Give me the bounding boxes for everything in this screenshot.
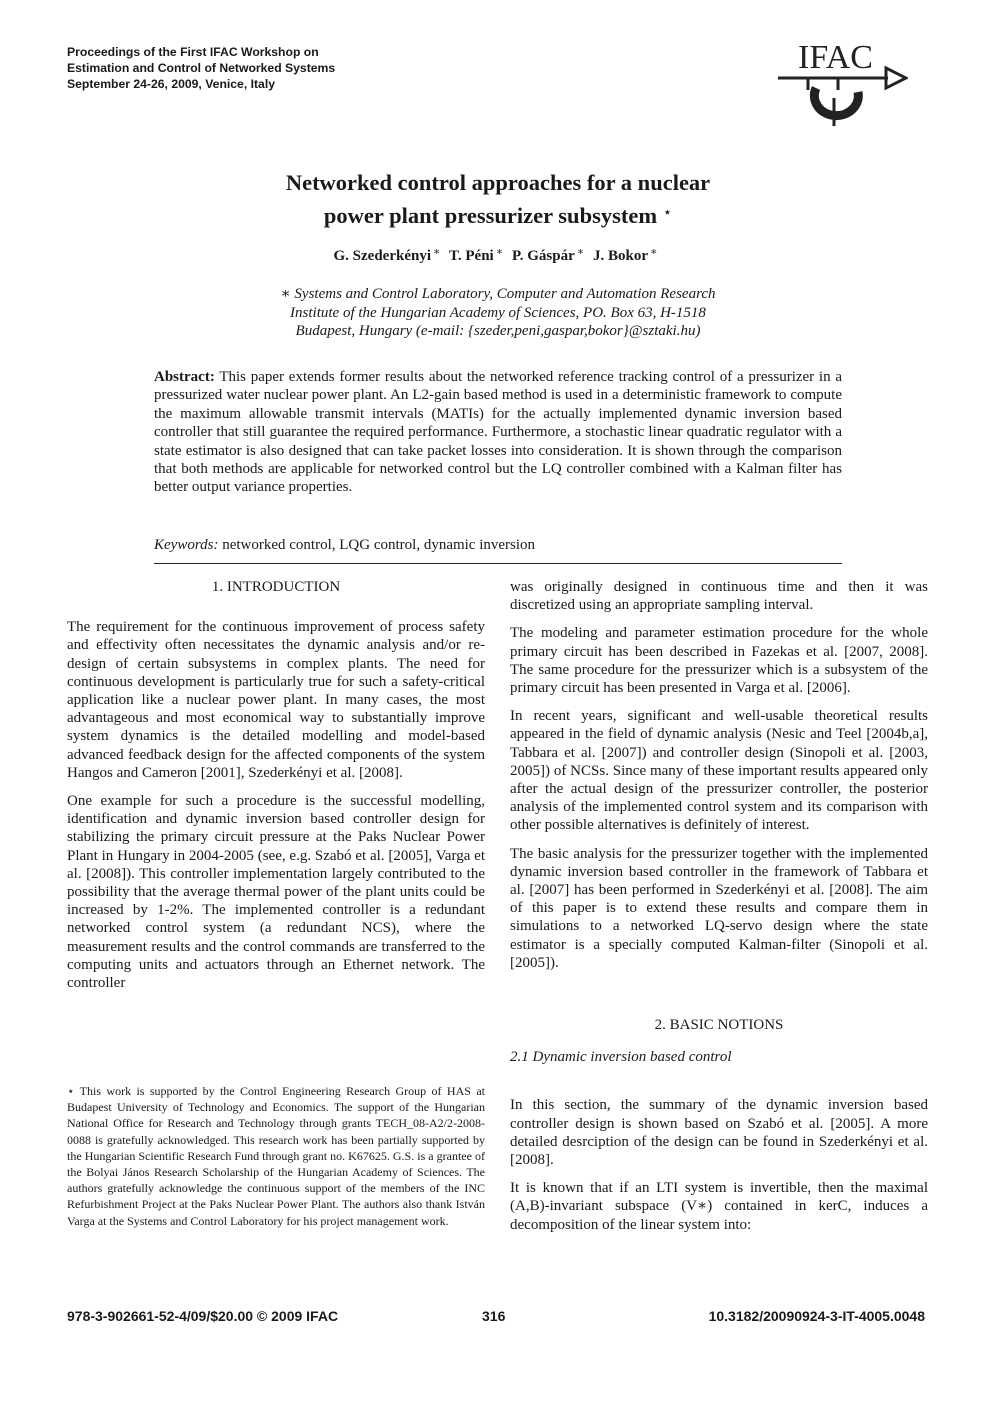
paper-title-block [150, 168, 846, 231]
right-column [510, 578, 928, 1244]
affiliation-line: ∗ Systems and Control Laboratory, Computer and Automation Research [280, 286, 716, 302]
footer-isbn: 978-3-902661-52-4/09/$20.00 © 2009 IFAC [67, 1308, 339, 1324]
affiliation-line: Budapest, Hungary (e-mail: {szeder,peni,gaspar,bokor}@sztaki.hu) [295, 323, 701, 339]
section-heading-introduction: 1. INTRODUCTION [211, 579, 341, 595]
author-affiliation-mark: ∗ [495, 246, 504, 258]
abstract-label: Abstract: [154, 369, 215, 385]
conference-header-line: Estimation and Control of Networked Systems [67, 61, 336, 75]
author-name: P. Gáspár [511, 248, 575, 264]
section-heading-basic-notions: 2. BASIC NOTIONS [654, 1017, 784, 1034]
author-affiliation-mark: ∗ [576, 246, 585, 258]
author-name: G. Szederkényi [333, 248, 432, 264]
author-list [150, 245, 846, 265]
paragraph: In recent years, significant and well-usable theoretical results appeared in the field of dynamic analysis (Nesic and Teel [2004b,a], Tabbara et al. [2007]) and controller design (Sinopoli et al. [2003, 2005]) of NCSs. Since many of these important results appeared only after the actual design of the pressurizer controller, the posterior analysis of the implemented control system and its comparison with other possible alternatives is definitely of interest. [510, 708, 928, 834]
ifac-logo-icon [776, 38, 908, 128]
affiliation-line: Institute of the Hungarian Academy of Sciences, PO. Box 63, H-1518 [290, 304, 706, 321]
paragraph: The basic analysis for the pressurizer together with the implemented dynamic inversion based controller in the framework of Tabbara et al. [2007] has been performed in Szederkényi et al. [2008]. The aim of this paper is to extend these results and compare them in simulations to a networked LQ-servo design where the state estimator is a specially computed Kalman-filter (Sinopoli et al. [2005]). [510, 845, 928, 971]
paragraph: The requirement for the continuous improvement of process safety and effectivity often necessitates the dynamic analysis and/or re-design of certain subsystems in complex plants. The need for continuous development is particularly true for such a safety-critical application like a nuclear power plant. In many cases, the most advantageous and most economical way to substantially improve system dynamics is the detailed modelling and model-based advanced feedback design for the affected components of the system Hangos and Cameron [2001], Szederkényi et al. [2008]. [67, 619, 485, 781]
paper-title-text: power plant pressurizer subsystem [323, 203, 658, 228]
paragraph: In this section, the summary of the dynamic inversion based controller design is shown based on Szabó et al. [2005]. A more detailed desrciption of the design can be found in Szederkényi et al. [2008]. [510, 1097, 928, 1169]
paper-title-line: Networked control approaches for a nuclear [285, 170, 711, 195]
paper-title-line [150, 198, 846, 231]
author-affiliation-mark: ∗ [650, 246, 658, 258]
logo-text: IFAC [798, 39, 873, 76]
conference-header-line: September 24-26, 2009, Venice, Italy [67, 77, 275, 91]
keywords-text: networked control, LQG control, dynamic inversion [222, 537, 536, 553]
abstract-text: This paper extends former results about the networked reference tracking control of a pressurizer in a pressurized water nuclear power plant. An L2-gain based method is used in a deterministic framework to compute the maximum allowable transmit intervals (MATIs) for the actually implemented dynamic inversion based controller that still guarantee the required performance. Furthermore, a stochastic linear quadratic regulator with a state estimator is also designed that can take packet losses into consideration. It is shown through the comparison that both methods are applicable for networked control but the LQ controller combined with a Kalman filter has better output variance properties. [154, 369, 842, 496]
footer-doi: 10.3182/20090924-3-IT-4005.0048 [708, 1308, 925, 1324]
title-footnote-star: ⋆ [662, 205, 673, 221]
keywords [154, 537, 842, 554]
funding-footnote: ⋆ This work is supported by the Control Engineering Research Group of HAS at Budapest University of Technology and Economics. The support of the Hungarian National Office for Research and Technology through grants TECH_08-A2/2-2008-0088 is gratefully acknowledged. This research work has been partially supported by the Hungarian Scientific Research Fund through grant no. K67625. G.S. is a grantee of the Bolyai János Research Scholarship of the Hungarian Academy of Sciences. The authors gratefully acknowledge the continuous support of the members of the INC Refurbishment Project at the Paks Nuclear Power Plant. The authors also thank István Varga at the Systems and Control Laboratory for his project management work. [67, 1084, 485, 1228]
left-column [67, 578, 485, 1002]
author-name: T. Péni [448, 248, 494, 264]
abstract [154, 368, 842, 497]
page-number: 316 [482, 1308, 506, 1324]
author-name: J. Bokor [592, 248, 648, 264]
abstract-divider [154, 563, 842, 564]
paragraph: was originally designed in continuous time and then it was discretized using an appropriate sampling interval. [510, 579, 928, 614]
author-affiliation-mark: ∗ [433, 246, 441, 258]
keywords-label: Keywords: [154, 537, 219, 553]
paper-title [150, 168, 846, 231]
paragraph: It is known that if an LTI system is invertible, then the maximal (A,B)-invariant subspace (V∗) contained in kerC, induces a decomposition of the linear system into: [510, 1180, 928, 1233]
subsection-heading: 2.1 Dynamic inversion based control [510, 1049, 732, 1066]
conference-header-line: Proceedings of the First IFAC Workshop on [67, 45, 319, 59]
paragraph: The modeling and parameter estimation procedure for the whole primary circuit has been described in Fazekas et al. [2007, 2008]. The same procedure for the pressurizer which is a subsystem of the primary circuit has been presented in Varga et al. [2006]. [510, 625, 928, 697]
affiliation [150, 285, 846, 341]
conference-header [67, 44, 335, 92]
paragraph: One example for such a procedure is the successful modelling, identification and dynamic inversion based controller design for stabilizing the primary circuit pressure at the Paks Nuclear Power Plant in Hungary in 2004-2005 (see, e.g. Szabó et al. [2005], Varga et al. [2008]). This controller implementation largely contributed to the possibility that the average thermal power of the plant units could be increased by 1-2%. The implemented controller is a redundant networked control system (a redundant NCS), where the measurement results and the control commands are transferred to the computing units and actuators through an Ethernet network. The controller [67, 793, 485, 992]
